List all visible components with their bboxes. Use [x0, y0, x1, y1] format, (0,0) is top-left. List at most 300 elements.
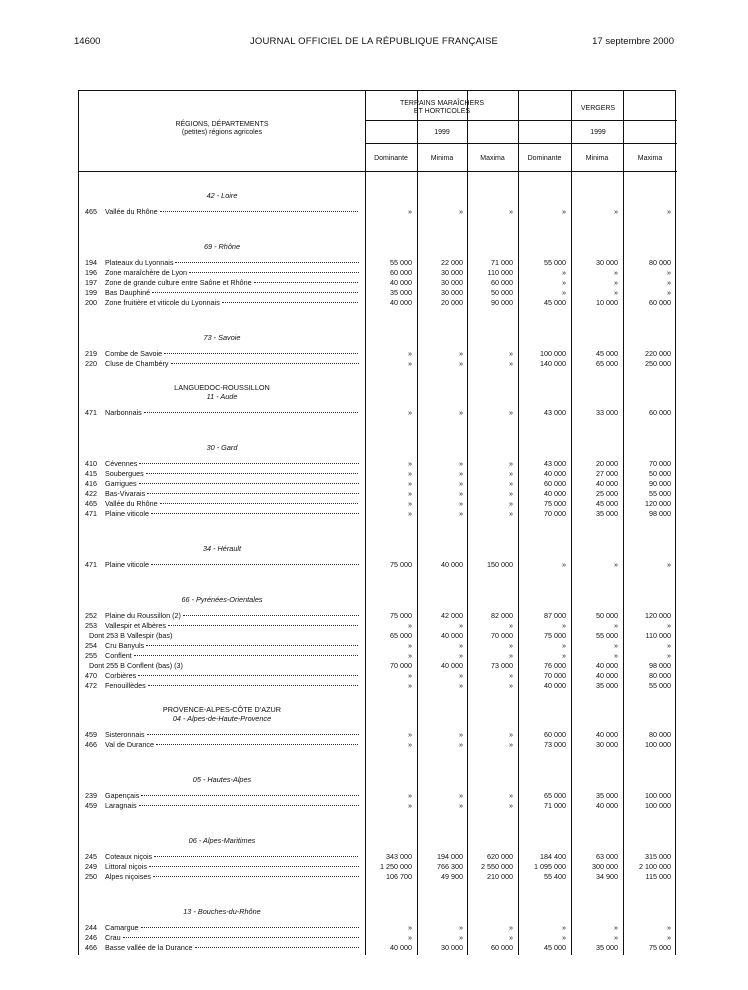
value-cell: 150 000	[487, 560, 513, 569]
value-cell: 30 000	[596, 258, 618, 267]
region-code: 470	[85, 671, 97, 680]
region-name	[105, 872, 359, 882]
value-cell: 140 000	[540, 359, 566, 368]
region-code: 471	[85, 408, 97, 417]
value-cell: 75 000	[390, 611, 412, 620]
value-cell: 90 000	[491, 298, 513, 307]
region-name-text: Coteaux niçois	[105, 852, 153, 861]
value-cell: »	[408, 621, 412, 630]
region-header	[79, 121, 365, 137]
group2-year: 1999	[590, 129, 606, 136]
value-cell: »	[408, 359, 412, 368]
value-cell: 76 000	[544, 661, 566, 670]
region-name	[105, 801, 359, 811]
region-name	[105, 923, 359, 933]
col-header-dominante-vergers: Dominante	[527, 155, 562, 162]
region-code: 471	[85, 509, 97, 518]
value-cell: 80 000	[649, 730, 671, 739]
department-heading: 42 - Loire	[206, 191, 238, 200]
region-name	[105, 298, 359, 308]
table-row	[79, 359, 677, 369]
col-header-minima-vergers: Minima	[585, 155, 609, 162]
value-cell: 30 000	[441, 278, 463, 287]
value-cell: »	[408, 730, 412, 739]
value-cell: »	[509, 349, 513, 358]
region-name	[105, 268, 359, 278]
table-row	[79, 641, 677, 651]
value-cell: »	[408, 479, 412, 488]
region-name	[105, 740, 359, 750]
table-row	[79, 349, 677, 359]
value-cell: 40 000	[596, 801, 618, 810]
table-row	[79, 479, 677, 489]
value-cell: 60 000	[649, 298, 671, 307]
region-name	[105, 791, 359, 801]
region-name-text: Vallée du Rhône	[105, 499, 158, 508]
value-cell: 343 000	[386, 852, 412, 861]
value-cell: »	[408, 349, 412, 358]
leader-dots	[138, 675, 359, 676]
region-code: 246	[85, 933, 97, 942]
value-cell: 250 000	[645, 359, 671, 368]
region-label: RÉGIONS, DÉPARTEMENTS	[175, 121, 269, 128]
region-heading: LANGUEDOC-ROUSSILLON	[174, 383, 270, 392]
region-name	[105, 730, 359, 740]
leader-dots	[148, 685, 359, 686]
value-cell: »	[509, 923, 513, 932]
region-name	[105, 509, 359, 519]
value-cell: »	[614, 560, 618, 569]
leader-dots	[139, 483, 359, 484]
value-cell: 73 000	[491, 661, 513, 670]
value-cell: »	[562, 933, 566, 942]
leader-dots	[141, 795, 359, 796]
value-cell: 100 000	[645, 791, 671, 800]
value-cell: 55 000	[544, 258, 566, 267]
value-cell: »	[509, 791, 513, 800]
value-cell: 300 000	[592, 862, 618, 871]
table-row	[79, 560, 677, 570]
column-divider	[467, 91, 468, 955]
region-code: 459	[85, 801, 97, 810]
leader-dots	[160, 503, 359, 504]
value-cell: 2 550 000	[481, 862, 513, 871]
value-cell: 40 000	[544, 489, 566, 498]
value-cell: »	[408, 933, 412, 942]
leader-dots	[149, 866, 359, 867]
value-cell: »	[408, 489, 412, 498]
region-name	[105, 852, 359, 862]
region-code: 220	[85, 359, 97, 368]
value-cell: 315 000	[645, 852, 671, 861]
value-cell: »	[562, 207, 566, 216]
value-cell: »	[614, 288, 618, 297]
value-cell: 35 000	[596, 509, 618, 518]
region-name	[105, 651, 359, 661]
value-cell: 40 000	[596, 730, 618, 739]
department-heading: 34 - Hérault	[202, 544, 242, 553]
value-cell: 45 000	[596, 499, 618, 508]
value-cell: 45 000	[596, 349, 618, 358]
value-cell: »	[509, 479, 513, 488]
region-name	[105, 278, 359, 288]
region-heading: PROVENCE-ALPES-CÔTE D'AZUR	[162, 705, 282, 714]
value-cell: 87 000	[544, 611, 566, 620]
region-name-text: Fenouillèdes	[105, 681, 146, 690]
leader-dots	[189, 272, 359, 273]
value-cell: 80 000	[649, 671, 671, 680]
region-name	[105, 349, 359, 359]
region-name	[105, 621, 359, 631]
value-cell: »	[614, 268, 618, 277]
table-row	[79, 651, 677, 661]
value-cell: 70 000	[649, 459, 671, 468]
leader-dots	[160, 211, 359, 212]
value-cell: »	[509, 933, 513, 942]
value-cell: 71 000	[491, 258, 513, 267]
region-name-text: Vallespir et Albères	[105, 621, 166, 630]
value-cell: 55 000	[649, 681, 671, 690]
value-cell: »	[408, 499, 412, 508]
region-code: 239	[85, 791, 97, 800]
region-code: 199	[85, 288, 97, 297]
value-cell: »	[667, 560, 671, 569]
region-name-text: Dont 253 B Vallespir (bas)	[89, 631, 173, 640]
department-heading: 11 - Aude	[206, 392, 238, 401]
region-code: 471	[85, 560, 97, 569]
value-cell: 35 000	[596, 791, 618, 800]
region-code: 415	[85, 469, 97, 478]
region-name	[89, 661, 343, 671]
department-heading: 66 - Pyrénées-Orientales	[181, 595, 263, 604]
value-cell: 120 000	[645, 499, 671, 508]
value-cell: 1 250 000	[380, 862, 412, 871]
table-row	[79, 801, 677, 811]
value-cell: 60 000	[544, 730, 566, 739]
value-cell: 35 000	[390, 288, 412, 297]
value-cell: »	[459, 459, 463, 468]
value-cell: 90 000	[649, 479, 671, 488]
region-name-text: Combe de Savoie	[105, 349, 163, 358]
value-cell: »	[408, 681, 412, 690]
value-cell: »	[562, 288, 566, 297]
value-cell: »	[459, 207, 463, 216]
table-row	[79, 469, 677, 479]
header-rule	[79, 171, 677, 172]
value-cell: »	[562, 268, 566, 277]
publication-date: 17 septembre 2000	[592, 36, 674, 47]
leader-dots	[164, 353, 359, 354]
col-header-minima: Minima	[430, 155, 454, 162]
value-cell: 45 000	[544, 298, 566, 307]
value-cell: »	[509, 730, 513, 739]
value-cell: 30 000	[441, 268, 463, 277]
region-name-text: Plaine viticole	[105, 509, 149, 518]
region-name-text: Alpes niçoises	[105, 872, 151, 881]
col-header-maxima: Maxima	[480, 155, 505, 162]
leader-dots	[139, 805, 359, 806]
table-row	[79, 730, 677, 740]
value-cell: 49 900	[441, 872, 463, 881]
value-cell: »	[562, 641, 566, 650]
value-cell: »	[459, 479, 463, 488]
value-cell: 40 000	[390, 278, 412, 287]
value-cell: »	[509, 641, 513, 650]
value-cell: »	[459, 509, 463, 518]
value-cell: 220 000	[645, 349, 671, 358]
column-divider	[518, 91, 519, 955]
region-name	[105, 258, 359, 268]
region-code: 466	[85, 740, 97, 749]
leader-dots	[147, 493, 359, 494]
region-name-text: Cévennes	[105, 459, 138, 468]
region-name-text: Gapençais	[105, 791, 140, 800]
region-code: 245	[85, 852, 97, 861]
value-cell: »	[614, 933, 618, 942]
department-heading: 04 - Alpes-de-Haute-Provence	[172, 714, 272, 723]
column-divider	[623, 91, 624, 955]
value-cell: »	[562, 621, 566, 630]
value-cell: 33 000	[596, 408, 618, 417]
value-cell: 43 000	[544, 408, 566, 417]
value-cell: 766 300	[437, 862, 463, 871]
region-name-text: Narbonnais	[105, 408, 142, 417]
value-cell: 60 000	[491, 943, 513, 952]
value-cell: »	[667, 651, 671, 660]
value-cell: »	[408, 469, 412, 478]
value-cell: »	[509, 651, 513, 660]
region-name-text: Plaine viticole	[105, 560, 149, 569]
value-cell: 75 000	[390, 560, 412, 569]
value-cell: »	[459, 651, 463, 660]
table-row	[79, 207, 677, 217]
value-cell: »	[509, 509, 513, 518]
value-cell: »	[509, 489, 513, 498]
region-code: 465	[85, 499, 97, 508]
value-cell: 35 000	[596, 943, 618, 952]
value-cell: »	[459, 801, 463, 810]
value-cell: 63 000	[596, 852, 618, 861]
department-heading: 13 - Bouches-du-Rhône	[183, 907, 261, 916]
value-cell: 50 000	[649, 469, 671, 478]
value-cell: 50 000	[491, 288, 513, 297]
region-name-text: Corbières	[105, 671, 137, 680]
value-cell: 40 000	[390, 943, 412, 952]
value-cell: 2 100 000	[639, 862, 671, 871]
leader-dots	[146, 645, 359, 646]
table-row	[79, 862, 677, 872]
value-cell: »	[408, 509, 412, 518]
value-cell: 43 000	[544, 459, 566, 468]
value-cell: 60 000	[649, 408, 671, 417]
region-name	[105, 489, 359, 499]
value-cell: »	[459, 469, 463, 478]
value-cell: 30 000	[596, 740, 618, 749]
region-name-text: Zone fruitière et viticole du Lyonnais	[105, 298, 220, 307]
value-cell: »	[408, 207, 412, 216]
region-name-text: Basse vallée de la Durance	[105, 943, 193, 952]
region-name-text: Soubergues	[105, 469, 144, 478]
value-cell: »	[459, 621, 463, 630]
region-name	[105, 641, 359, 651]
region-code: 244	[85, 923, 97, 932]
table-row	[79, 278, 677, 288]
table-row	[79, 499, 677, 509]
value-cell: 115 000	[645, 872, 671, 881]
value-cell: »	[408, 740, 412, 749]
value-cell: 194 000	[437, 852, 463, 861]
value-cell: 106 700	[386, 872, 412, 881]
table-row	[79, 631, 677, 641]
value-cell: »	[459, 730, 463, 739]
region-code: 249	[85, 862, 97, 871]
value-cell: »	[459, 359, 463, 368]
region-name	[105, 862, 359, 872]
value-cell: 40 000	[390, 298, 412, 307]
table-row	[79, 671, 677, 681]
region-name	[105, 671, 359, 681]
region-code: 465	[85, 207, 97, 216]
value-cell: 75 000	[544, 631, 566, 640]
value-cell: »	[408, 923, 412, 932]
region-name-text: Cluse de Chambéry	[105, 359, 169, 368]
value-cell: 40 000	[596, 671, 618, 680]
table-row	[79, 933, 677, 943]
region-code: 197	[85, 278, 97, 287]
table-row	[79, 611, 677, 621]
value-cell: 70 000	[390, 661, 412, 670]
value-cell: 1 095 000	[534, 862, 566, 871]
region-name-text: Val de Durance	[105, 740, 155, 749]
value-cell: »	[509, 469, 513, 478]
region-name-text: Littoral niçois	[105, 862, 147, 871]
value-cell: 34 900	[596, 872, 618, 881]
col-header-maxima-vergers: Maxima	[637, 155, 663, 162]
value-cell: 73 000	[544, 740, 566, 749]
leader-dots	[222, 302, 359, 303]
value-cell: »	[667, 207, 671, 216]
value-cell: 100 000	[540, 349, 566, 358]
table-row	[79, 298, 677, 308]
table-row	[79, 408, 677, 418]
leader-dots	[183, 615, 359, 616]
value-cell: 27 000	[596, 469, 618, 478]
value-cell: 60 000	[544, 479, 566, 488]
value-cell: »	[509, 681, 513, 690]
leader-dots	[154, 856, 359, 857]
region-name-text: Plateaux du Lyonnais	[105, 258, 174, 267]
value-cell: 80 000	[649, 258, 671, 267]
value-cell: »	[667, 268, 671, 277]
value-cell: »	[667, 278, 671, 287]
col-header-dominante: Dominante	[374, 155, 408, 162]
column-divider	[417, 91, 418, 955]
region-code: 252	[85, 611, 97, 620]
region-name-text: Cru Banyuls	[105, 641, 145, 650]
value-cell: 30 000	[441, 288, 463, 297]
leader-dots	[171, 363, 359, 364]
value-cell: 40 000	[544, 681, 566, 690]
value-cell: 110 000	[645, 631, 671, 640]
value-cell: 20 000	[596, 459, 618, 468]
region-sublabel: (petites) régions agricoles	[181, 129, 263, 136]
leader-dots	[254, 282, 359, 283]
table-row	[79, 621, 677, 631]
region-name	[105, 479, 359, 489]
leader-dots	[134, 655, 359, 656]
value-cell: »	[509, 740, 513, 749]
value-cell: 120 000	[645, 611, 671, 620]
value-cell: »	[459, 923, 463, 932]
page-header	[74, 36, 674, 50]
value-cell: 70 000	[544, 671, 566, 680]
table-row	[79, 268, 677, 278]
table-row	[79, 872, 677, 882]
value-cell: »	[509, 408, 513, 417]
value-cell: »	[408, 641, 412, 650]
value-cell: 65 000	[390, 631, 412, 640]
header-rule	[365, 143, 677, 144]
table-row	[79, 923, 677, 933]
region-name-text: Zone maraîchère de Lyon	[105, 268, 188, 277]
value-cell: »	[667, 288, 671, 297]
leader-dots	[175, 262, 359, 263]
region-code: 219	[85, 349, 97, 358]
value-cell: 98 000	[649, 509, 671, 518]
value-cell: »	[614, 278, 618, 287]
column-divider	[571, 91, 572, 955]
value-cell: »	[614, 923, 618, 932]
region-name-text: Camargue	[105, 923, 139, 932]
region-code: 254	[85, 641, 97, 650]
value-cell: »	[667, 641, 671, 650]
leader-dots	[147, 734, 359, 735]
value-cell: »	[459, 933, 463, 942]
table-row	[79, 489, 677, 499]
value-cell: 70 000	[491, 631, 513, 640]
region-code: 253	[85, 621, 97, 630]
value-cell: 184 400	[540, 852, 566, 861]
region-name-text: Bas-Vivarais	[105, 489, 146, 498]
region-name-text: Laragnais	[105, 801, 137, 810]
table-row	[79, 258, 677, 268]
value-cell: 40 000	[441, 560, 463, 569]
department-heading: 05 - Hautes-Alpes	[192, 775, 252, 784]
leader-dots	[123, 937, 359, 938]
region-code: 250	[85, 872, 97, 881]
table-row	[79, 509, 677, 519]
region-name	[105, 560, 359, 570]
table-row	[79, 740, 677, 750]
region-code: 196	[85, 268, 97, 277]
group1-title	[365, 100, 519, 116]
region-name-text: Dont 255 B Conflent (bas) (3)	[89, 661, 183, 670]
region-name-text: Zone de grande culture entre Saône et Rhône	[105, 278, 252, 287]
value-cell: 55 400	[544, 872, 566, 881]
group1-year: 1999	[434, 129, 450, 136]
region-name	[105, 359, 359, 369]
value-cell: 50 000	[596, 611, 618, 620]
value-cell: »	[614, 621, 618, 630]
value-cell: 65 000	[544, 791, 566, 800]
leader-dots	[139, 463, 359, 464]
value-cell: »	[408, 408, 412, 417]
value-cell: »	[509, 499, 513, 508]
value-cell: »	[509, 801, 513, 810]
value-cell: »	[459, 740, 463, 749]
value-cell: 40 000	[544, 469, 566, 478]
region-name	[105, 499, 359, 509]
